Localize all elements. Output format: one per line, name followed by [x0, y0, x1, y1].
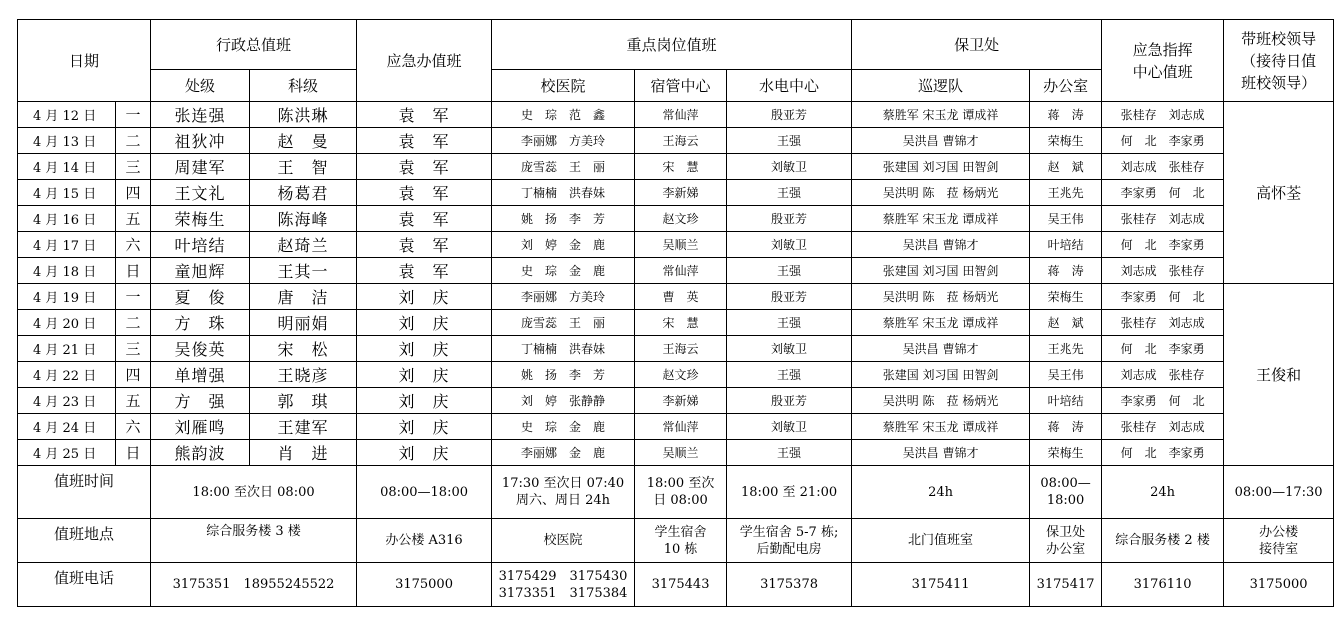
duty-phone-line: 3173351 3175384 [498, 585, 628, 601]
roster-date: 4 月 20 日 [18, 310, 116, 336]
roster-weekday: 一 [116, 284, 151, 310]
roster-patrol: 张建国 刘习国 田智剑 [852, 154, 1030, 180]
roster-body [18, 102, 1334, 466]
roster-emergency-office: 刘 庆 [357, 336, 492, 362]
roster-dorm-center: 李新娣 [635, 388, 727, 414]
roster-hospital: 史 琮 金 鹿 [492, 258, 635, 284]
roster-hospital: 史 琮 金 鹿 [492, 414, 635, 440]
roster-hospital: 姚 扬 李 芳 [492, 362, 635, 388]
roster-hospital: 庞雪蕊 王 丽 [492, 310, 635, 336]
roster-admin-chu: 荣梅生 [151, 206, 250, 232]
roster-water-power: 刘敏卫 [727, 336, 852, 362]
roster-patrol: 吴洪明 陈 菈 杨炳光 [852, 180, 1030, 206]
duty-phone-leader: 3175000 [1224, 563, 1334, 607]
roster-date: 4 月 13 日 [18, 128, 116, 154]
duty-phone-line: 3175429 3175430 [498, 568, 628, 584]
duty-time-line: 周六、周日 24h [516, 493, 611, 508]
roster-security-office: 蒋 涛 [1030, 102, 1102, 128]
roster-water-power: 刘敏卫 [727, 414, 852, 440]
roster-admin-chu: 夏 俊 [151, 284, 250, 310]
roster-command-center: 何 北 李家勇 [1102, 232, 1224, 258]
roster-admin-ke: 陈洪琳 [250, 102, 357, 128]
roster-command-center: 刘志成 张桂存 [1102, 154, 1224, 180]
roster-security-office: 吴王伟 [1030, 362, 1102, 388]
roster-weekday: 五 [116, 206, 151, 232]
roster-security-office: 荣梅生 [1030, 128, 1102, 154]
duty-place-command: 综合服务楼 2 楼 [1102, 519, 1224, 563]
duty-place-line: 学生宿舍 [654, 524, 707, 540]
duty-roster-table [17, 19, 1334, 607]
roster-security-office: 吴王伟 [1030, 206, 1102, 232]
roster-dorm-center: 常仙萍 [635, 102, 727, 128]
duty-phone-hospital [492, 563, 635, 607]
roster-security-office: 荣梅生 [1030, 284, 1102, 310]
roster-patrol: 张建国 刘习国 田智剑 [852, 258, 1030, 284]
duty-place-line: 后勤配电房 [756, 541, 822, 557]
roster-command-center: 张桂存 刘志成 [1102, 414, 1224, 440]
roster-emergency-office: 刘 庆 [357, 362, 492, 388]
duty-place-line: 10 栋 [663, 541, 698, 557]
roster-admin-ke: 王建军 [250, 414, 357, 440]
roster-admin-chu: 方 强 [151, 388, 250, 414]
duty-phone-patrol: 3175411 [852, 563, 1030, 607]
duty-place-leader [1224, 519, 1334, 563]
roster-admin-ke: 肖 进 [250, 440, 357, 466]
header-ke-level: 科级 [250, 70, 357, 102]
table-row [18, 128, 1334, 154]
roster-patrol: 张建国 刘习国 田智剑 [852, 362, 1030, 388]
duty-phone-row [18, 563, 1334, 607]
roster-hospital: 李丽娜 方美玲 [492, 128, 635, 154]
roster-date: 4 月 21 日 [18, 336, 116, 362]
roster-command-center: 何 北 李家勇 [1102, 440, 1224, 466]
roster-weekday: 四 [116, 362, 151, 388]
duty-time-leader: 08:00—17:30 [1224, 466, 1334, 519]
roster-admin-ke: 陈海峰 [250, 206, 357, 232]
roster-admin-ke: 郭 琪 [250, 388, 357, 414]
table-row [18, 206, 1334, 232]
duty-place-line: 接待室 [1259, 541, 1299, 557]
roster-hospital: 李丽娜 方美玲 [492, 284, 635, 310]
header-admin: 行政总值班 [151, 20, 357, 70]
roster-dorm-center: 宋 慧 [635, 310, 727, 336]
duty-phone-office: 3175417 [1030, 563, 1102, 607]
roster-date: 4 月 24 日 [18, 414, 116, 440]
roster-dorm-center: 常仙萍 [635, 414, 727, 440]
roster-hospital: 丁楠楠 洪春妹 [492, 336, 635, 362]
duty-time-line: 18:00 至次 [646, 476, 715, 491]
roster-water-power: 殷亚芳 [727, 206, 852, 232]
header-date: 日期 [18, 20, 151, 102]
roster-patrol: 蔡胜军 宋玉龙 谭成祥 [852, 414, 1030, 440]
roster-patrol: 蔡胜军 宋玉龙 谭成祥 [852, 310, 1030, 336]
duty-phone-admin: 3175351 18955245522 [151, 563, 357, 607]
roster-weekday: 三 [116, 336, 151, 362]
roster-patrol: 吴洪昌 曹锦才 [852, 232, 1030, 258]
roster-date: 4 月 14 日 [18, 154, 116, 180]
duty-phone-label: 值班电话 [18, 563, 151, 607]
roster-admin-ke: 王其一 [250, 258, 357, 284]
roster-water-power: 王强 [727, 128, 852, 154]
roster-emergency-office: 袁 军 [357, 102, 492, 128]
header-command-line: 应急指挥 [1132, 40, 1193, 59]
roster-dorm-center: 李新娣 [635, 180, 727, 206]
table-footer [18, 466, 1334, 607]
table-header [18, 20, 1334, 102]
roster-emergency-office: 袁 军 [357, 128, 492, 154]
roster-date: 4 月 22 日 [18, 362, 116, 388]
duty-place-row [18, 519, 1334, 563]
roster-emergency-office: 袁 军 [357, 180, 492, 206]
roster-hospital: 刘 婷 张静静 [492, 388, 635, 414]
duty-place-water [727, 519, 852, 563]
roster-admin-chu: 童旭辉 [151, 258, 250, 284]
roster-command-center: 张桂存 刘志成 [1102, 310, 1224, 336]
roster-weekday: 五 [116, 388, 151, 414]
roster-hospital: 庞雪蕊 王 丽 [492, 154, 635, 180]
roster-admin-chu: 刘雁鸣 [151, 414, 250, 440]
roster-date: 4 月 16 日 [18, 206, 116, 232]
roster-security-office: 赵 斌 [1030, 310, 1102, 336]
header-security-office: 办公室 [1030, 70, 1102, 102]
roster-dorm-center: 王海云 [635, 128, 727, 154]
roster-patrol: 吴洪明 陈 菈 杨炳光 [852, 388, 1030, 414]
roster-security-office: 蒋 涛 [1030, 414, 1102, 440]
roster-command-center: 李家勇 何 北 [1102, 284, 1224, 310]
roster-weekday: 四 [116, 180, 151, 206]
roster-command-center: 刘志成 张桂存 [1102, 362, 1224, 388]
duty-time-office [1030, 466, 1102, 519]
header-emergency-office: 应急办值班 [357, 20, 492, 102]
duty-place-line: 保卫处 [1046, 524, 1086, 540]
roster-admin-chu: 张连强 [151, 102, 250, 128]
roster-patrol: 吴洪明 陈 菈 杨炳光 [852, 284, 1030, 310]
roster-admin-chu: 熊韵波 [151, 440, 250, 466]
roster-water-power: 王强 [727, 180, 852, 206]
roster-dorm-center: 赵文珍 [635, 206, 727, 232]
roster-emergency-office: 刘 庆 [357, 310, 492, 336]
roster-weekday: 日 [116, 258, 151, 284]
table-row [18, 284, 1334, 310]
roster-water-power: 殷亚芳 [727, 284, 852, 310]
roster-emergency-office: 袁 军 [357, 206, 492, 232]
table-row [18, 232, 1334, 258]
roster-command-center: 李家勇 何 北 [1102, 388, 1224, 414]
roster-water-power: 王强 [727, 310, 852, 336]
roster-water-power: 殷亚芳 [727, 388, 852, 414]
roster-hospital: 姚 扬 李 芳 [492, 206, 635, 232]
roster-security-office: 王兆先 [1030, 336, 1102, 362]
roster-school-leader: 王俊和 [1224, 284, 1334, 466]
roster-admin-chu: 祖狄冲 [151, 128, 250, 154]
roster-water-power: 王强 [727, 440, 852, 466]
header-leader-line: 班校领导） [1241, 73, 1317, 92]
roster-admin-ke: 王 智 [250, 154, 357, 180]
table-row [18, 336, 1334, 362]
duty-place-line: 办公楼 [1259, 524, 1299, 540]
roster-security-office: 王兆先 [1030, 180, 1102, 206]
duty-place-dorm [635, 519, 727, 563]
roster-water-power: 刘敏卫 [727, 154, 852, 180]
roster-admin-chu: 叶培结 [151, 232, 250, 258]
header-patrol: 巡逻队 [852, 70, 1030, 102]
duty-place-label: 值班地点 [18, 519, 151, 563]
roster-emergency-office: 袁 军 [357, 232, 492, 258]
roster-date: 4 月 23 日 [18, 388, 116, 414]
table-row [18, 180, 1334, 206]
roster-admin-ke: 明丽娟 [250, 310, 357, 336]
roster-date: 4 月 12 日 [18, 102, 116, 128]
roster-command-center: 李家勇 何 北 [1102, 180, 1224, 206]
roster-dorm-center: 赵文珍 [635, 362, 727, 388]
roster-hospital: 史 琮 范 鑫 [492, 102, 635, 128]
roster-weekday: 三 [116, 154, 151, 180]
roster-admin-ke: 赵琦兰 [250, 232, 357, 258]
duty-place-patrol: 北门值班室 [852, 519, 1030, 563]
header-command-line: 中心值班 [1132, 62, 1193, 81]
roster-hospital: 李丽娜 金 鹿 [492, 440, 635, 466]
header-leader-line: 带班校领导 [1241, 29, 1317, 48]
header-water-power-center: 水电中心 [727, 70, 852, 102]
roster-command-center: 何 北 李家勇 [1102, 336, 1224, 362]
roster-patrol: 蔡胜军 宋玉龙 谭成祥 [852, 102, 1030, 128]
duty-phone-emergency: 3175000 [357, 563, 492, 607]
roster-date: 4 月 17 日 [18, 232, 116, 258]
roster-emergency-office: 袁 军 [357, 258, 492, 284]
roster-school-leader: 高怀荃 [1224, 102, 1334, 284]
roster-security-office: 赵 斌 [1030, 154, 1102, 180]
roster-weekday: 二 [116, 310, 151, 336]
roster-emergency-office: 刘 庆 [357, 388, 492, 414]
duty-time-line: 08:00— [1040, 476, 1091, 491]
roster-security-office: 叶培结 [1030, 232, 1102, 258]
roster-security-office: 荣梅生 [1030, 440, 1102, 466]
duty-place-office [1030, 519, 1102, 563]
duty-place-emergency: 办公楼 A316 [357, 519, 492, 563]
header-hospital: 校医院 [492, 70, 635, 102]
roster-weekday: 日 [116, 440, 151, 466]
duty-time-label: 值班时间 [18, 466, 151, 519]
header-security: 保卫处 [852, 20, 1102, 70]
roster-hospital: 丁楠楠 洪春妹 [492, 180, 635, 206]
roster-security-office: 叶培结 [1030, 388, 1102, 414]
roster-dorm-center: 曹 英 [635, 284, 727, 310]
roster-patrol: 吴洪昌 曹锦才 [852, 440, 1030, 466]
roster-admin-ke: 赵 曼 [250, 128, 357, 154]
header-leader-line: （接待日值 [1241, 51, 1317, 70]
table-row [18, 440, 1334, 466]
duty-time-row [18, 466, 1334, 519]
roster-admin-ke: 宋 松 [250, 336, 357, 362]
roster-command-center: 刘志成 张桂存 [1102, 258, 1224, 284]
header-school-leader [1224, 20, 1334, 102]
duty-place-line: 学生宿舍 5-7 栋; [739, 524, 839, 540]
roster-date: 4 月 19 日 [18, 284, 116, 310]
roster-admin-chu: 王文礼 [151, 180, 250, 206]
table-row [18, 154, 1334, 180]
table-row [18, 310, 1334, 336]
duty-phone-command: 3176110 [1102, 563, 1224, 607]
duty-time-line: 日 08:00 [653, 493, 708, 508]
roster-admin-ke: 王晓彦 [250, 362, 357, 388]
roster-dorm-center: 吴顺兰 [635, 440, 727, 466]
duty-place-admin: 综合服务楼 3 楼 [151, 519, 357, 563]
header-command-center [1102, 20, 1224, 102]
table-row [18, 414, 1334, 440]
roster-dorm-center: 常仙萍 [635, 258, 727, 284]
roster-weekday: 六 [116, 414, 151, 440]
roster-patrol: 吴洪昌 曹锦才 [852, 336, 1030, 362]
duty-time-line: 18:00 [1046, 493, 1085, 508]
header-key-posts: 重点岗位值班 [492, 20, 852, 70]
header-chu-level: 处级 [151, 70, 250, 102]
roster-dorm-center: 宋 慧 [635, 154, 727, 180]
roster-command-center: 张桂存 刘志成 [1102, 206, 1224, 232]
duty-time-command: 24h [1102, 466, 1224, 519]
roster-weekday: 二 [116, 128, 151, 154]
roster-emergency-office: 刘 庆 [357, 440, 492, 466]
duty-time-hospital [492, 466, 635, 519]
table-row [18, 102, 1334, 128]
roster-emergency-office: 袁 军 [357, 154, 492, 180]
duty-place-line: 办公室 [1046, 541, 1086, 557]
duty-phone-water: 3175378 [727, 563, 852, 607]
roster-admin-chu: 吴俊英 [151, 336, 250, 362]
roster-admin-chu: 周建军 [151, 154, 250, 180]
roster-weekday: 一 [116, 102, 151, 128]
roster-date: 4 月 18 日 [18, 258, 116, 284]
roster-command-center: 何 北 李家勇 [1102, 128, 1224, 154]
roster-date: 4 月 25 日 [18, 440, 116, 466]
roster-emergency-office: 刘 庆 [357, 414, 492, 440]
roster-patrol: 吴洪昌 曹锦才 [852, 128, 1030, 154]
roster-hospital: 刘 婷 金 鹿 [492, 232, 635, 258]
duty-place-hospital: 校医院 [492, 519, 635, 563]
duty-time-admin: 18:00 至次日 08:00 [151, 466, 357, 519]
duty-time-dorm [635, 466, 727, 519]
table-row [18, 362, 1334, 388]
roster-dorm-center: 王海云 [635, 336, 727, 362]
roster-water-power: 殷亚芳 [727, 102, 852, 128]
roster-patrol: 蔡胜军 宋玉龙 谭成祥 [852, 206, 1030, 232]
roster-admin-ke: 杨葛君 [250, 180, 357, 206]
roster-water-power: 王强 [727, 258, 852, 284]
duty-time-water: 18:00 至 21:00 [727, 466, 852, 519]
table-row [18, 388, 1334, 414]
roster-weekday: 六 [116, 232, 151, 258]
roster-admin-ke: 唐 洁 [250, 284, 357, 310]
roster-admin-chu: 单增强 [151, 362, 250, 388]
roster-dorm-center: 吴顺兰 [635, 232, 727, 258]
duty-phone-dorm: 3175443 [635, 563, 727, 607]
roster-water-power: 王强 [727, 362, 852, 388]
roster-emergency-office: 刘 庆 [357, 284, 492, 310]
roster-admin-chu: 方 珠 [151, 310, 250, 336]
roster-command-center: 张桂存 刘志成 [1102, 102, 1224, 128]
duty-time-patrol: 24h [852, 466, 1030, 519]
header-dorm-center: 宿管中心 [635, 70, 727, 102]
roster-security-office: 蒋 涛 [1030, 258, 1102, 284]
table-row [18, 258, 1334, 284]
roster-water-power: 刘敏卫 [727, 232, 852, 258]
duty-time-line: 17:30 至次日 07:40 [501, 476, 625, 491]
duty-time-emergency: 08:00—18:00 [357, 466, 492, 519]
roster-date: 4 月 15 日 [18, 180, 116, 206]
